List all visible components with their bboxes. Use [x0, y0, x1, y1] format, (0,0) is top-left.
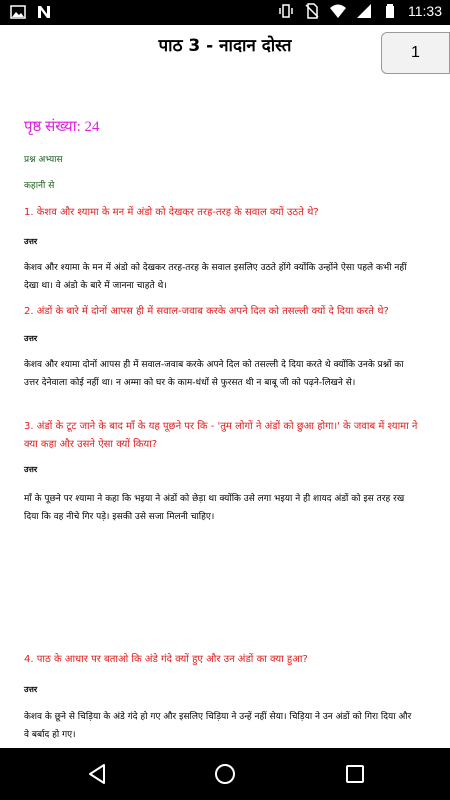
signal-icon: [356, 3, 372, 19]
question-2: 2. अंडों के बारे में दोनों आपस ही में सवाल-जवाब करके अपने दिल को तसल्ली क्यों दे दिया करते थे?: [24, 306, 389, 317]
status-bar: [0, 0, 450, 25]
battery-icon: [382, 3, 398, 19]
vibrate-icon: [278, 3, 294, 19]
page-number-button[interactable]: 1: [381, 32, 450, 74]
section-heading-story: कहानी से: [24, 181, 55, 191]
answer-label-2: उत्तर: [24, 334, 38, 343]
page-number-label: पृष्ठ संख्या: 24: [24, 119, 100, 135]
status-time: 11:33: [408, 3, 442, 19]
back-icon[interactable]: [85, 762, 111, 786]
answer-1: केशव और श्यामा के मन में अंडो को देखकर तरह-तरह के सवाल इसलिए उठते होंगे क्योंकि उन्होंने ऐसा पहले कभी नहीं देखा था। वे अंडो के बारे में जानना चाहते थे।: [24, 263, 407, 291]
home-icon[interactable]: [212, 762, 238, 786]
image-icon: [10, 4, 26, 20]
page-title: पाठ 3 - नादान दोस्त: [158, 36, 292, 56]
answer-label-1: उत्तर: [24, 237, 38, 246]
question-1: 1. केशव और श्यामा के मन में अंडो को देखकर तरह-तरह के सवाल क्यों उठते थे?: [24, 207, 319, 218]
question-4: 4. पाठ के आधार पर बताओ कि अंडे गंदे क्यों हुए और उन अंडों का क्या हुआ?: [24, 654, 308, 665]
recents-icon[interactable]: [342, 762, 368, 786]
no-sim-icon: [304, 3, 320, 19]
answer-4: केशव के छूने से चिड़िया के अंडे गंदे हो गए और इसलिए चिड़िया ने उन्हें नहीं सेया। चिड़िया ने उन अंडों को गिरा दिया और वे बर्बाद हो गए।: [24, 712, 412, 740]
answer-label-4: उत्तर: [24, 685, 38, 694]
section-heading-exercise: प्रश्न अभ्यास: [24, 155, 63, 165]
answer-3: माँ के पूछने पर श्यामा ने कहा कि भइया ने अंडों को छेड़ा था क्योंकि उसे लगा भइया ने ही शायद अंडों को इस तरह रख दिया कि वह नीचे गिर पड़े। इसकी उसे सजा मिलनी चाहिए।: [24, 494, 405, 522]
navigation-bar: [0, 748, 450, 800]
answer-2: केशव और श्यामा दोनों आपस ही में सवाल-जवाब करके अपने दिल को तसल्ली दे दिया करते थे क्योंकि उनके प्रश्नों का उत्तर देनेवाला कोई नहीं था। न अम्मा को घर के काम-धंधों से फुरसत थी न बाबू जी को पढ़ने-लिखने से।: [24, 360, 404, 388]
wifi-icon: [330, 3, 346, 19]
n-icon: [36, 4, 52, 20]
answer-label-3: उत्तर: [24, 465, 38, 474]
question-3: 3. अंडों के टूट जाने के बाद माँ के यह पूछने पर कि - 'तुम लोगों ने अंडों को छुआ होगा।' के जवाब में श्यामा ने क्या कहा और उसने ऐसा क्यों किया?: [24, 421, 418, 450]
